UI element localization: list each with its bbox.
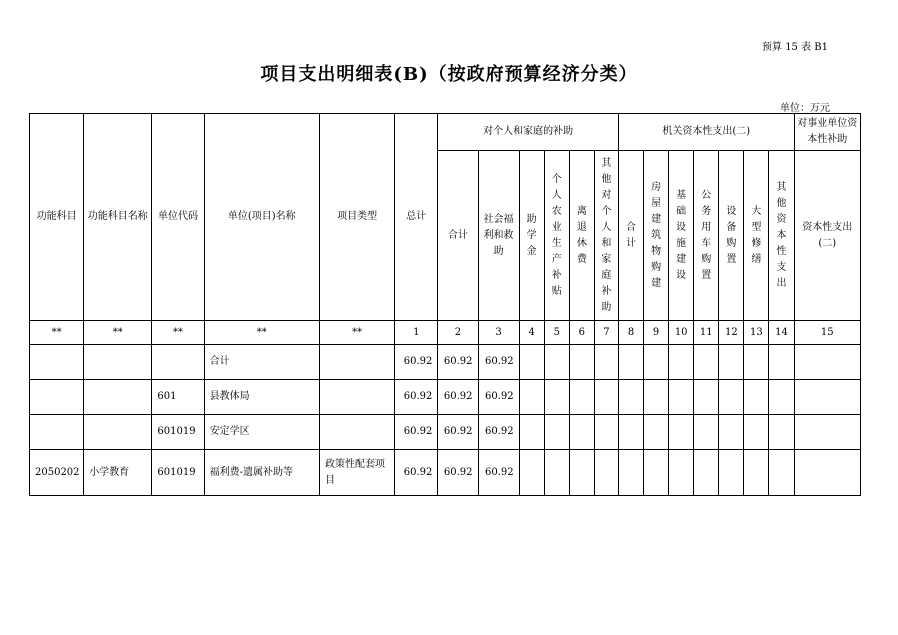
header-group-capital: 机关资本性支出(二) (618, 114, 794, 151)
subtotal-cell: 60.92 (438, 450, 478, 496)
header-total: 总计 (395, 114, 438, 321)
header-func-code: 功能科目 (30, 114, 84, 321)
header-capital-buildings: 房屋建筑物购建 (644, 151, 669, 321)
index-cell: ** (319, 321, 394, 345)
index-cell: 15 (794, 321, 860, 345)
index-cell: 5 (544, 321, 569, 345)
header-unit-code: 单位代码 (152, 114, 204, 321)
header-personal-welfare: 社会福利和救助 (478, 151, 519, 321)
welfare-cell: 60.92 (478, 380, 519, 415)
total-cell: 60.92 (395, 345, 438, 380)
header-capital-subtotal: 合计 (618, 151, 643, 321)
header-capital-other: 其他资本性支出 (769, 151, 794, 321)
table-row (30, 380, 861, 415)
unit-code-cell: 601019 (152, 415, 204, 450)
header-project-type: 项目类型 (319, 114, 394, 321)
index-cell: 12 (719, 321, 744, 345)
header-capital-infrastructure: 基础设施建设 (669, 151, 694, 321)
table-code: 预算 15 表 B1 (762, 42, 828, 53)
func-code-cell: 2050202 (30, 450, 84, 496)
table-row (30, 450, 861, 496)
func-name-cell (84, 345, 152, 380)
unit-label: 单位：万元 (780, 103, 830, 114)
header-personal-subtotal: 合计 (438, 151, 478, 321)
subtotal-cell: 60.92 (438, 380, 478, 415)
index-cell: ** (204, 321, 319, 345)
project-type-cell (319, 380, 394, 415)
welfare-cell: 60.92 (478, 345, 519, 380)
project-type-cell (319, 415, 394, 450)
index-cell: 14 (769, 321, 794, 345)
func-name-cell: 小学教育 (84, 450, 152, 496)
project-type-cell (319, 345, 394, 380)
index-cell: 10 (669, 321, 694, 345)
welfare-cell: 60.92 (478, 415, 519, 450)
index-cell: 6 (569, 321, 594, 345)
unit-name-cell: 县教体局 (204, 380, 319, 415)
index-cell: 9 (644, 321, 669, 345)
header-personal-scholarship: 助学金 (519, 151, 544, 321)
header-capital-equipment: 设备购置 (719, 151, 744, 321)
unit-code-cell (152, 345, 204, 380)
header-personal-retirement: 离退休费 (569, 151, 594, 321)
unit-code-cell: 601 (152, 380, 204, 415)
index-cell: 7 (594, 321, 618, 345)
header-func-name: 功能科目名称 (84, 114, 152, 321)
header-enterprise-capital: 资本性支出(二) (794, 151, 860, 321)
header-group-enterprise: 对事业单位资本性补助 (794, 114, 860, 151)
func-code-cell (30, 415, 84, 450)
subtotal-cell: 60.92 (438, 415, 478, 450)
index-cell: 11 (694, 321, 719, 345)
header-personal-other: 其他对个人和家庭补助 (594, 151, 618, 321)
project-expense-table (29, 113, 861, 496)
table-row (30, 415, 861, 450)
index-cell: 4 (519, 321, 544, 345)
index-cell: ** (30, 321, 84, 345)
func-code-cell (30, 380, 84, 415)
project-type-cell: 政策性配套项目 (319, 450, 394, 496)
total-cell: 60.92 (395, 450, 438, 496)
unit-code-cell: 601019 (152, 450, 204, 496)
func-name-cell (84, 415, 152, 450)
index-cell: 2 (438, 321, 478, 345)
header-unit-name: 单位(项目)名称 (204, 114, 319, 321)
unit-name-cell: 福利费-遗属补助等 (204, 450, 319, 496)
welfare-cell: 60.92 (478, 450, 519, 496)
index-row (30, 321, 861, 345)
table-row (30, 345, 861, 380)
func-name-cell (84, 380, 152, 415)
header-group-personal: 对个人和家庭的补助 (438, 114, 619, 151)
unit-name-cell: 安定学区 (204, 415, 319, 450)
header-capital-vehicles: 公务用车购置 (694, 151, 719, 321)
page-title: 项目支出明细表(B)（按政府预算经济分类） (260, 64, 638, 85)
index-cell: ** (84, 321, 152, 345)
subtotal-cell: 60.92 (438, 345, 478, 380)
func-code-cell (30, 345, 84, 380)
index-cell: 3 (478, 321, 519, 345)
index-cell: ** (152, 321, 204, 345)
index-cell: 13 (744, 321, 769, 345)
unit-name-cell: 合计 (204, 345, 319, 380)
header-capital-repairs: 大型修缮 (744, 151, 769, 321)
header-personal-agri-subsidy: 个人农业生产补贴 (544, 151, 569, 321)
index-cell: 8 (618, 321, 643, 345)
total-cell: 60.92 (395, 380, 438, 415)
index-cell: 1 (395, 321, 438, 345)
total-cell: 60.92 (395, 415, 438, 450)
